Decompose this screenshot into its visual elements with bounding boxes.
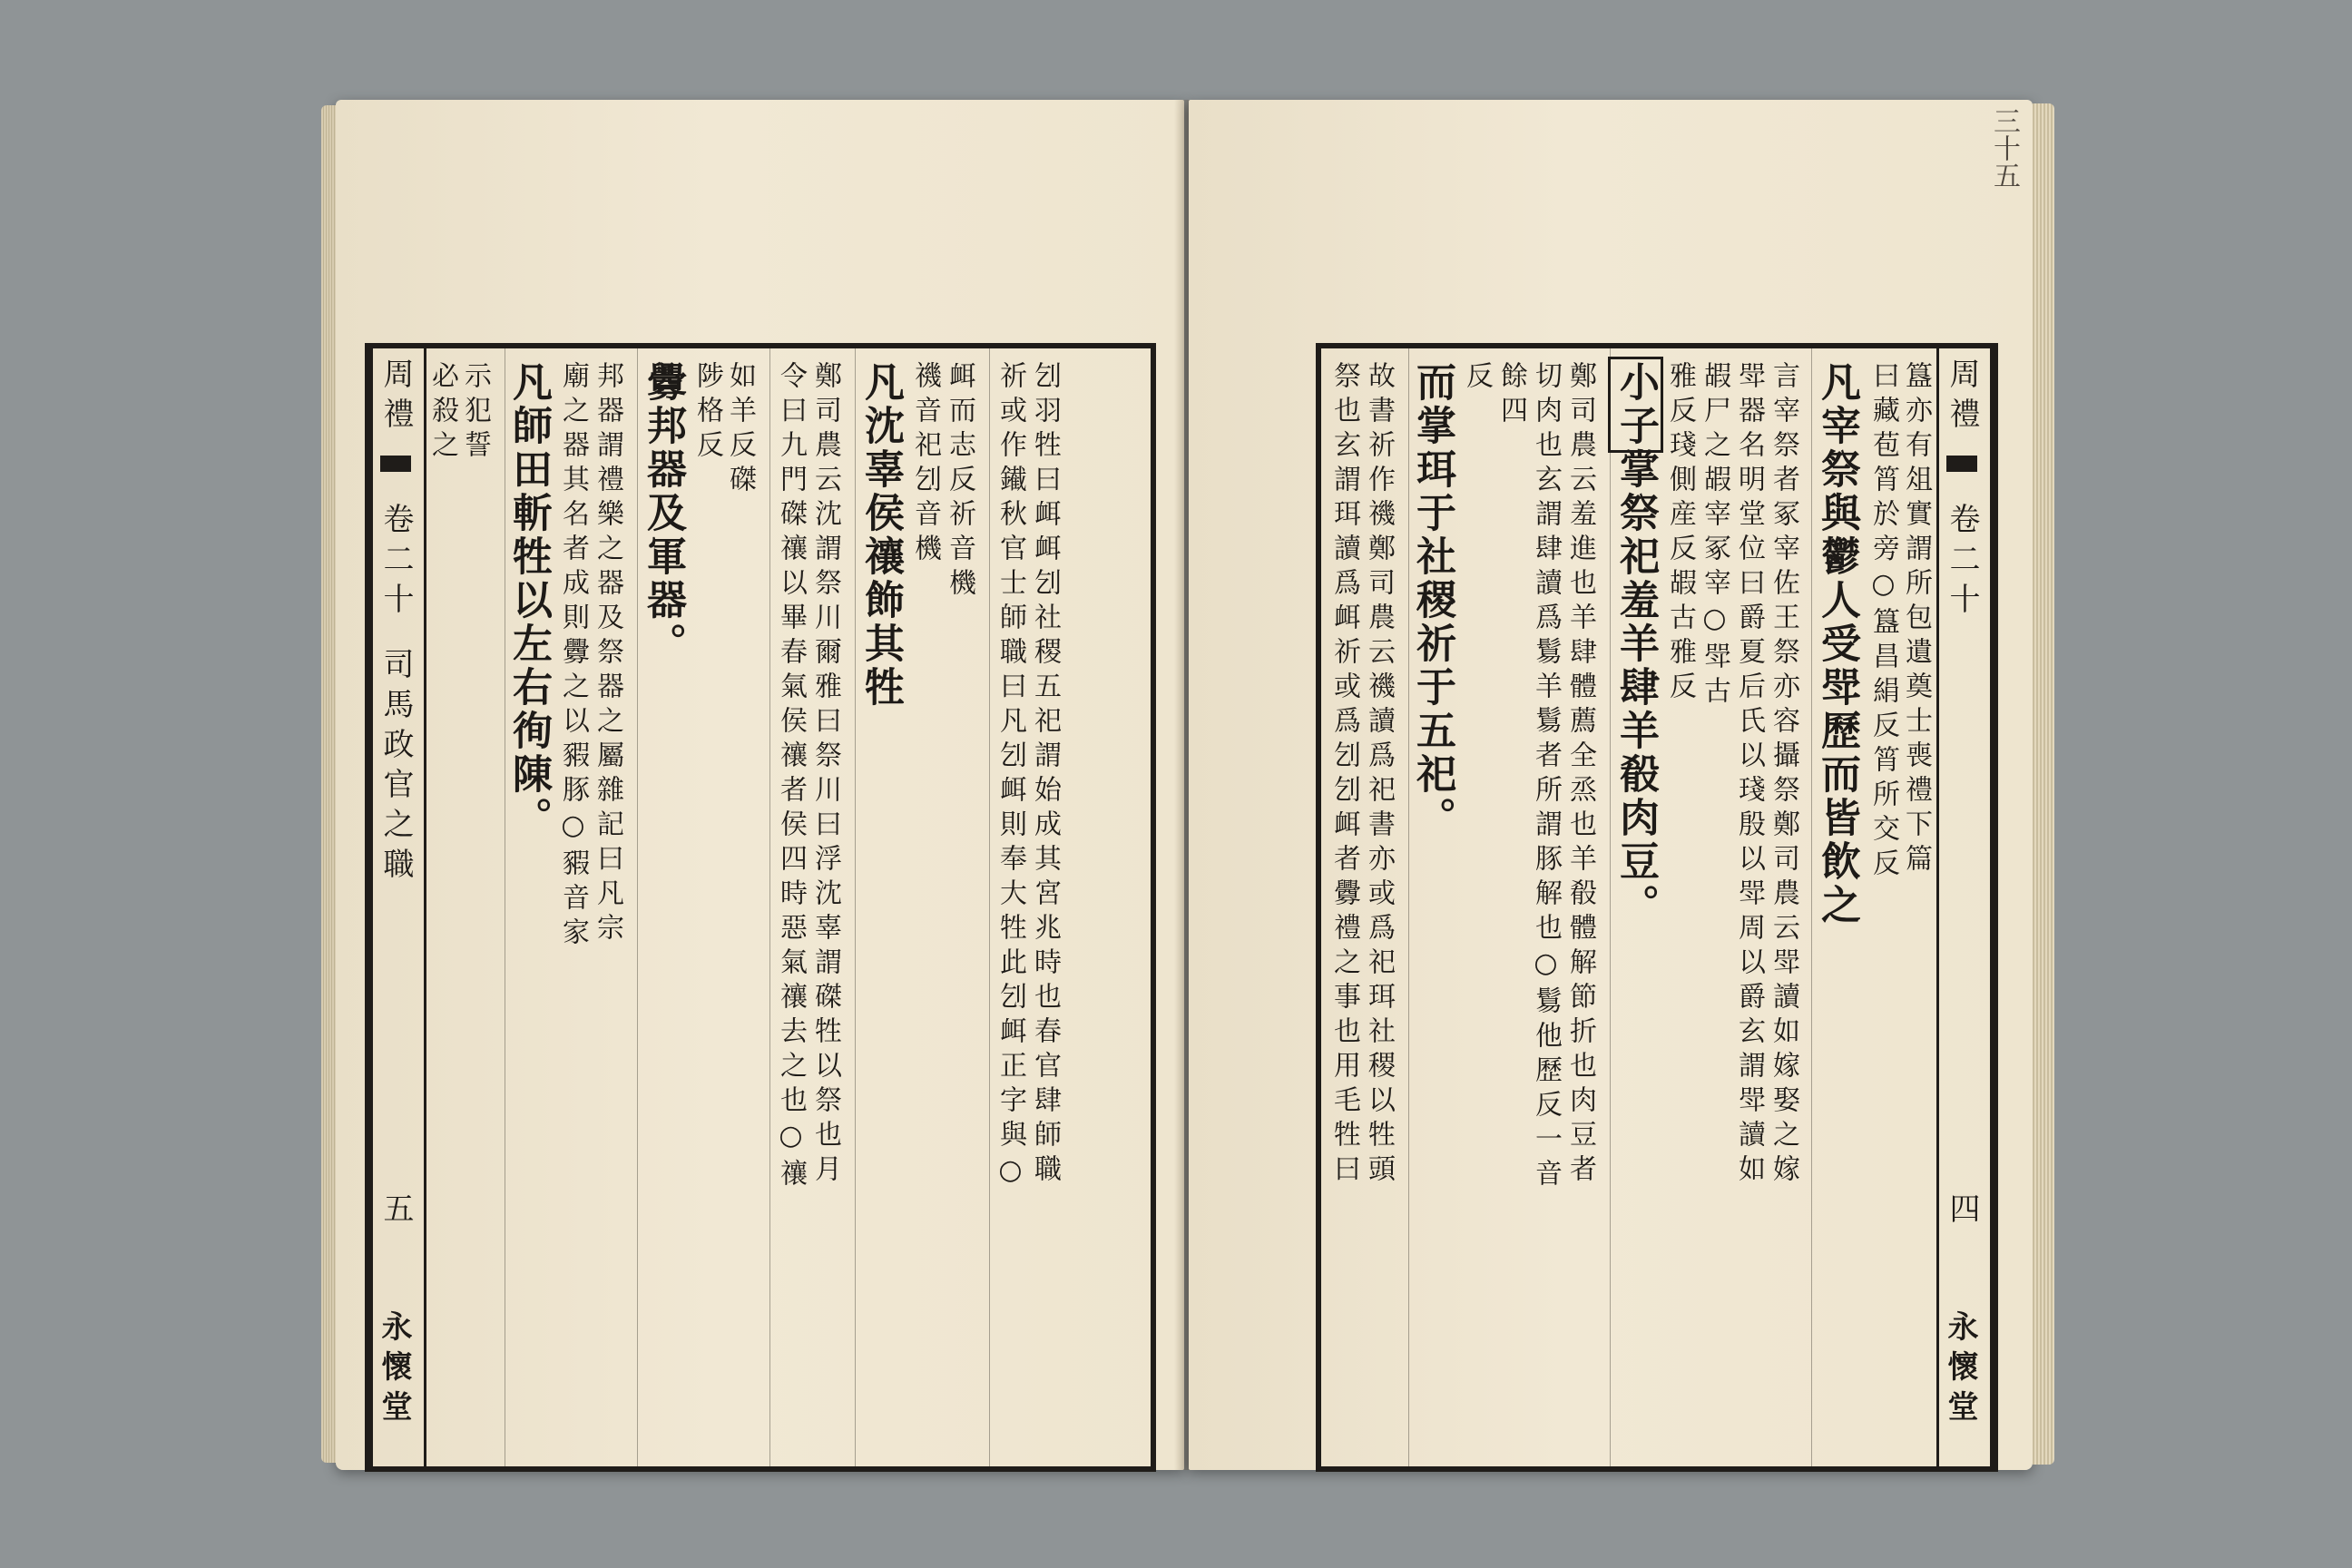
text-column: 而掌珥于社稷祈于五祀。 xyxy=(1409,361,1455,840)
text-column: 凡師田斬牲以左右徇陳。 xyxy=(505,361,552,840)
column-rule xyxy=(855,348,856,1466)
boxed-heading-mark: 小子 xyxy=(1612,361,1659,448)
text-column: 切肉也玄謂肆讀爲鬄羊鬄者所謂豚解也○鬄他歷反一音 xyxy=(1530,361,1562,1193)
left-strip-volume: 卷二十 xyxy=(377,503,414,622)
text-column: 如羊反磔 xyxy=(724,361,756,499)
open-book xyxy=(318,91,2042,1479)
text-column: 鄭司農云羞進也羊肆體薦全烝也羊殽體解節折也肉豆者 xyxy=(1564,361,1596,1189)
text-column: 廟之器其名者成則釁之以豭豚○豭音家 xyxy=(557,361,589,952)
text-column: 嘏尸之嘏宰冢宰○斝古 xyxy=(1699,361,1730,710)
text-column: 斝器名明堂位曰爵夏后氏以琖殷以斝周以爵玄謂斝讀如 xyxy=(1733,361,1765,1189)
text-column: 餘四 xyxy=(1495,361,1527,430)
text-column: 小子掌祭祀羞羊肆羊殽肉豆。 xyxy=(1612,361,1659,927)
corner-handwritten-mark: 三十五 xyxy=(1988,107,2020,189)
left-publisher-mark: 永懷堂 xyxy=(376,1310,412,1430)
column-rule xyxy=(1610,348,1611,1466)
text-column: 祭也玄謂珥讀爲衈祈或爲刉刉衈者釁禮之事也用毛牲曰 xyxy=(1328,361,1360,1189)
text-column: 邦器謂禮樂之器及祭器之屬雜記曰凡宗 xyxy=(592,361,623,947)
column-rule xyxy=(989,348,990,1466)
left-strip-section: 司馬政官之職 xyxy=(377,648,414,887)
text-column: 示犯誓 xyxy=(459,361,491,465)
right-publisher-mark: 永懷堂 xyxy=(1942,1310,1978,1430)
text-column: 鄭司農云沈謂祭川爾雅曰祭川曰浮沈辜謂磔牲以祭也月 xyxy=(809,361,841,1189)
right-strip-volume: 卷二十 xyxy=(1944,503,1980,622)
text-column: 故書祈作禨鄭司農云禨讀爲祀書亦或爲祀珥社稷以牲頭 xyxy=(1363,361,1395,1189)
left-text-frame xyxy=(365,343,1156,1472)
left-strip-title: 周禮 xyxy=(377,358,414,437)
text-column: 令曰九門磔禳以畢春氣侯禳者侯四時惡氣禳去之也○禳 xyxy=(775,361,807,1193)
right-page xyxy=(1189,100,2033,1470)
left-page-number: 五 xyxy=(377,1192,414,1232)
text-column: 雅反琖側産反嘏古雅反 xyxy=(1664,361,1696,706)
right-text-frame xyxy=(1316,343,1998,1472)
column-rule xyxy=(769,348,770,1466)
column-rule xyxy=(637,348,638,1466)
text-column: 言宰祭者冢宰佐王祭亦容攝祭鄭司農云斝讀如嫁娶之嫁 xyxy=(1768,361,1799,1189)
text-column: 曰藏苞筲於旁○簋昌絹反筲所交反 xyxy=(1867,361,1899,883)
text-column: 衈而志反祈音機 xyxy=(944,361,975,603)
text-column: 凡沈辜侯禳飾其牲 xyxy=(858,361,904,710)
right-page-number: 四 xyxy=(1944,1192,1980,1232)
text-column: 反 xyxy=(1461,361,1493,396)
column-rule xyxy=(1811,348,1812,1466)
text-column: 陟格反 xyxy=(691,361,723,465)
text-column: 凡宰祭與鬱人受斝歷而皆飲之 xyxy=(1814,361,1860,927)
text-column: 簋亦有俎實謂所包遺奠士喪禮下篇 xyxy=(1900,361,1932,878)
left-page xyxy=(336,100,1184,1470)
right-page-margin-strip xyxy=(1936,348,1993,1466)
right-strip-title: 周禮 xyxy=(1944,358,1980,437)
text-column: 禨音祀刉音機 xyxy=(909,361,941,568)
text-column: 祈或作䥫秋官士師職曰凡刉衈則奉大牲此刉衈正字與○ xyxy=(995,361,1026,1193)
text-column: 釁邦器及軍器。 xyxy=(640,361,686,666)
text-column: 必殺之 xyxy=(426,361,458,465)
left-page-margin-strip xyxy=(370,348,426,1466)
text-column: 刉羽牲曰衈衈刉社稷五祀謂始成其宮兆時也春官肆師職 xyxy=(1029,361,1061,1189)
